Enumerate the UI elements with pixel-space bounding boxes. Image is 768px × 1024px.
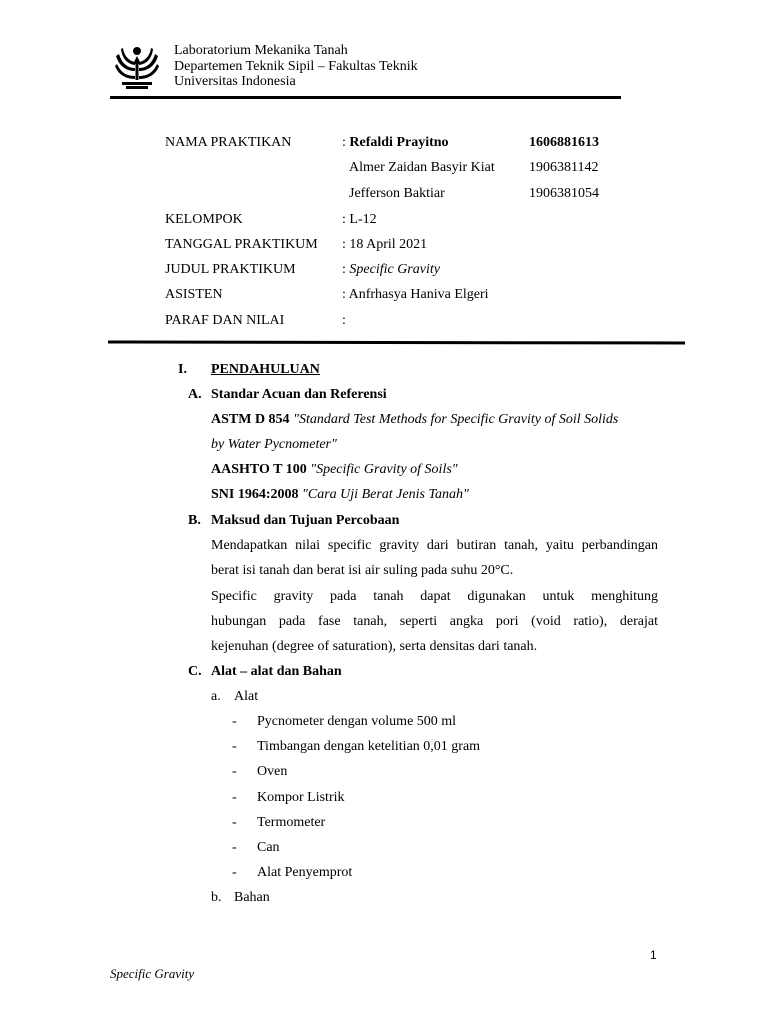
subsection-b-label: B. <box>188 513 201 528</box>
reference-3-title: "Cara Uji Berat Jenis Tanah" <box>302 487 469 502</box>
member-3-npm: 1906381054 <box>529 186 599 201</box>
subsection-b-heading <box>188 513 400 529</box>
reference-2-code: AASHTO T 100 <box>211 462 307 477</box>
colon: : <box>342 237 346 252</box>
colon: : <box>342 135 346 150</box>
alat-item-2: Timbangan dengan ketelitian 0,01 gram <box>257 739 481 754</box>
alat-label: a. <box>211 689 221 704</box>
tanggal-value <box>342 237 427 253</box>
judul-label: JUDUL PRAKTIKUM <box>165 262 296 277</box>
alat-item-5: Termometer <box>257 815 326 830</box>
section-1-heading <box>178 362 320 378</box>
purpose-p2-line-3: kejenuhan (degree of saturation), serta densitas dari tanah. <box>211 639 538 654</box>
dash: - <box>232 865 237 880</box>
judul-text: Specific Gravity <box>349 262 440 277</box>
reference-1 <box>211 412 618 428</box>
alat-item-1: Pycnometer dengan volume 500 ml <box>257 714 457 729</box>
list-item <box>232 815 326 831</box>
colon: : <box>342 212 346 227</box>
tanggal-text: 18 April 2021 <box>349 237 428 252</box>
subsection-c-title: Alat – alat dan Bahan <box>211 664 342 679</box>
department-name: Departemen Teknik Sipil – Fakultas Teknik <box>174 58 418 74</box>
footer-title: Specific Gravity <box>110 966 195 981</box>
subsection-a-label: A. <box>188 387 202 402</box>
asisten-value <box>342 287 489 303</box>
bahan-heading <box>211 890 270 906</box>
reference-1-title-cont: by Water Pycnometer" <box>211 437 337 452</box>
judul-value <box>342 262 440 278</box>
reference-1-title: "Standard Test Methods for Specific Gravity of Soil Solids <box>293 412 619 427</box>
dash: - <box>232 764 237 779</box>
kelompok-value <box>342 212 377 228</box>
dash: - <box>232 714 237 729</box>
list-item <box>232 764 288 780</box>
paraf-value: : <box>342 313 346 328</box>
bahan-label: b. <box>211 890 222 905</box>
subsection-c-label: C. <box>188 664 202 679</box>
institution-header <box>174 43 418 90</box>
subsection-a-heading <box>188 387 387 403</box>
alat-item-6: Can <box>257 840 280 855</box>
reference-2-title: "Specific Gravity of Soils" <box>310 462 458 477</box>
alat-item-3: Oven <box>257 764 288 779</box>
bahan-title: Bahan <box>234 890 270 905</box>
dash: - <box>232 739 237 754</box>
member-3-name: Jefferson Baktiar <box>349 186 445 201</box>
info-divider <box>108 340 685 344</box>
nama-value <box>342 135 449 151</box>
subsection-a-title: Standar Acuan dan Referensi <box>211 387 387 402</box>
purpose-paragraph-1 <box>211 533 658 583</box>
member-1-name: Refaldi Prayitno <box>349 135 449 150</box>
lab-name: Laboratorium Mekanika Tanah <box>174 43 348 58</box>
header-divider <box>110 96 621 99</box>
reference-3 <box>211 487 469 503</box>
info-block <box>165 135 625 335</box>
list-item <box>232 865 353 881</box>
alat-item-7: Alat Penyemprot <box>257 865 353 880</box>
university-logo-icon <box>114 42 160 90</box>
reference-3-code: SNI 1964:2008 <box>211 487 299 502</box>
purpose-p2-line-2: hubungan pada fase tanah, seperti angka pori (void ratio), derajat <box>211 614 658 629</box>
page-number: 1 <box>650 948 657 962</box>
alat-title: Alat <box>234 689 259 704</box>
dash: - <box>232 815 237 830</box>
purpose-p1-line-2: berat isi tanah dan berat isi air suling pada suhu 20°C. <box>211 563 514 578</box>
kelompok-text: L-12 <box>349 212 377 227</box>
kelompok-label: KELOMPOK <box>165 212 243 227</box>
reference-2 <box>211 462 458 478</box>
alat-item-4: Kompor Listrik <box>257 790 345 805</box>
tanggal-label: TANGGAL PRAKTIKUM <box>165 237 318 252</box>
purpose-p1-line-1: Mendapatkan nilai specific gravity dari butiran tanah, yaitu perbandingan <box>211 538 658 553</box>
colon: : <box>342 262 346 277</box>
reference-1-code: ASTM D 854 <box>211 412 290 427</box>
list-item <box>232 840 280 856</box>
colon: : <box>342 287 346 302</box>
subsection-b-title: Maksud dan Tujuan Percobaan <box>211 513 400 528</box>
list-item <box>232 714 457 730</box>
member-1-npm: 1606881613 <box>529 135 599 150</box>
asisten-text: Anfrhasya Haniva Elgeri <box>348 287 489 302</box>
section-1-title: PENDAHULUAN <box>211 362 320 377</box>
asisten-label: ASISTEN <box>165 287 223 302</box>
paraf-label: PARAF DAN NILAI <box>165 313 285 328</box>
section-1-number: I. <box>178 362 187 377</box>
nama-label: NAMA PRAKTIKAN <box>165 135 292 150</box>
alat-heading <box>211 689 259 705</box>
dash: - <box>232 840 237 855</box>
member-2-npm: 1906381142 <box>529 160 599 175</box>
member-2-name: Almer Zaidan Basyir Kiat <box>349 160 495 175</box>
university-name: Universitas Indonesia <box>174 74 296 89</box>
purpose-paragraph-2 <box>211 584 658 659</box>
subsection-c-heading <box>188 664 342 680</box>
list-item <box>232 739 481 755</box>
list-item <box>232 790 345 806</box>
purpose-p2-line-1: Specific gravity pada tanah dapat digunakan untuk menghitung <box>211 589 658 604</box>
reference-1-cont <box>211 437 337 453</box>
dash: - <box>232 790 237 805</box>
